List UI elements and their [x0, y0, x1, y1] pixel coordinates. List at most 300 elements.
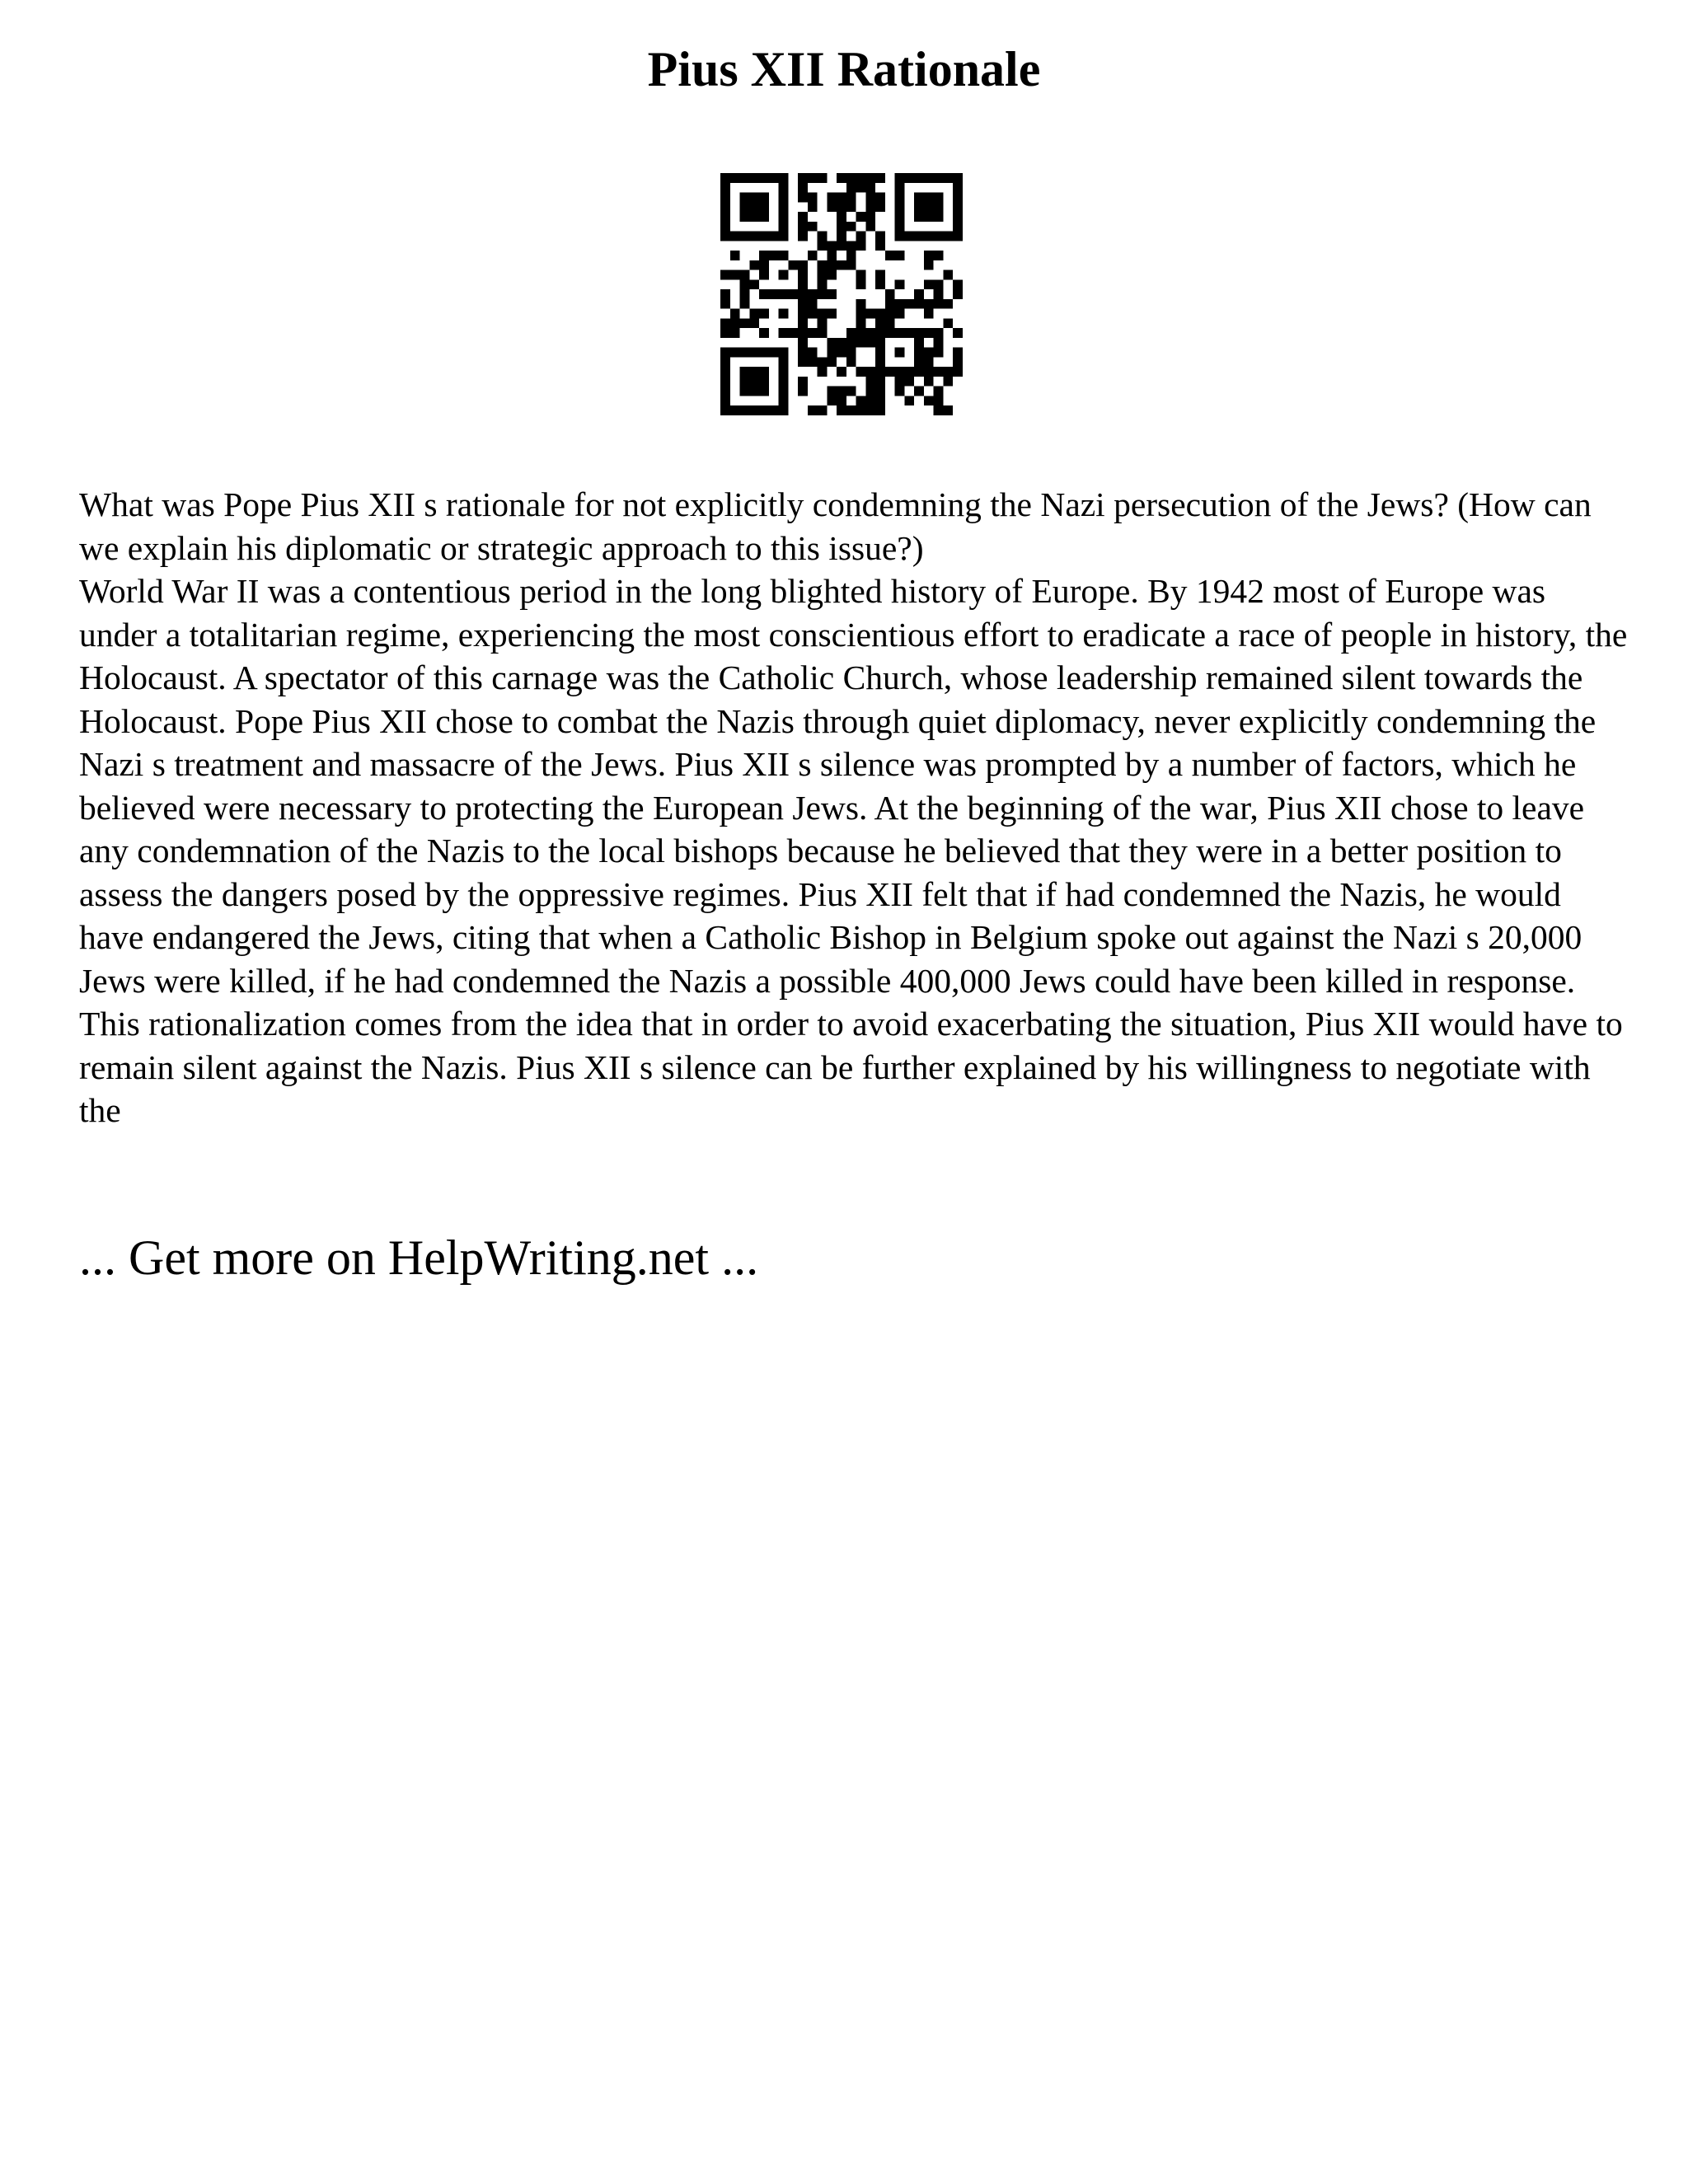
- article-body: [79, 483, 1629, 1132]
- qr-module: [779, 387, 789, 396]
- qr-module: [865, 405, 875, 415]
- qr-module: [798, 270, 808, 280]
- qr-module: [740, 348, 750, 358]
- qr-module: [934, 212, 944, 222]
- qr-module: [788, 289, 798, 299]
- qr-module: [759, 260, 769, 270]
- qr-module: [740, 270, 750, 280]
- qr-module: [943, 173, 953, 183]
- qr-module: [846, 193, 856, 203]
- qr-module: [895, 387, 905, 396]
- qr-module: [827, 202, 837, 212]
- qr-module: [865, 387, 875, 396]
- qr-module: [885, 289, 895, 299]
- qr-module: [895, 183, 905, 193]
- qr-module: [846, 202, 856, 212]
- qr-module: [846, 328, 856, 338]
- qr-module: [885, 251, 895, 260]
- qr-module: [934, 396, 944, 405]
- qr-module: [924, 357, 934, 367]
- qr-module: [740, 318, 750, 328]
- qr-module: [798, 299, 808, 309]
- qr-module: [769, 289, 779, 299]
- qr-module: [837, 338, 846, 348]
- qr-module: [779, 193, 789, 203]
- qr-module: [740, 367, 750, 377]
- qr-module: [759, 328, 769, 338]
- qr-module: [769, 173, 779, 183]
- qr-module: [914, 232, 924, 241]
- qr-module: [914, 348, 924, 358]
- qr-module: [875, 328, 885, 338]
- qr-module: [808, 299, 818, 309]
- qr-module: [759, 377, 769, 387]
- qr-module: [924, 367, 934, 377]
- qr-module: [953, 357, 963, 367]
- qr-module: [865, 367, 875, 377]
- qr-module: [914, 338, 924, 348]
- qr-module: [953, 183, 963, 193]
- qr-module: [749, 232, 759, 241]
- qr-module: [720, 232, 730, 241]
- qr-module: [740, 212, 750, 222]
- qr-module: [720, 377, 730, 387]
- qr-module: [875, 309, 885, 319]
- qr-module: [856, 270, 866, 280]
- qr-module: [914, 289, 924, 299]
- qr-module: [934, 173, 944, 183]
- qr-module: [934, 348, 944, 358]
- qr-module: [934, 279, 944, 289]
- qr-module: [827, 289, 837, 299]
- qr-module: [779, 251, 789, 260]
- qr-module: [827, 357, 837, 367]
- qr-module: [885, 318, 895, 328]
- qr-module: [837, 193, 846, 203]
- qr-module: [740, 387, 750, 396]
- qr-module: [730, 173, 740, 183]
- qr-module: [924, 260, 934, 270]
- qr-module: [798, 309, 808, 319]
- qr-module: [943, 232, 953, 241]
- qr-module: [779, 202, 789, 212]
- qr-module: [818, 367, 828, 377]
- qr-module: [837, 260, 846, 270]
- qr-module: [875, 173, 885, 183]
- qr-module: [875, 202, 885, 212]
- qr-module: [856, 338, 866, 348]
- qr-module: [865, 193, 875, 203]
- qr-module: [895, 348, 905, 358]
- qr-module: [720, 318, 730, 328]
- qr-module: [856, 367, 866, 377]
- qr-module: [875, 357, 885, 367]
- qr-module: [720, 405, 730, 415]
- qr-module: [730, 232, 740, 241]
- qr-module: [749, 260, 759, 270]
- qr-module: [759, 289, 769, 299]
- qr-module: [895, 232, 905, 241]
- qr-module: [953, 212, 963, 222]
- qr-module: [837, 232, 846, 241]
- qr-module: [934, 193, 944, 203]
- qr-module: [818, 260, 828, 270]
- qr-module: [885, 328, 895, 338]
- qr-module: [779, 348, 789, 358]
- qr-module: [730, 348, 740, 358]
- qr-module: [808, 289, 818, 299]
- qr-module: [808, 193, 818, 203]
- qr-module: [934, 338, 944, 348]
- qr-module: [953, 173, 963, 183]
- qr-module: [875, 193, 885, 203]
- qr-module: [865, 173, 875, 183]
- qr-module: [798, 279, 808, 289]
- qr-module: [924, 328, 934, 338]
- qr-module: [818, 318, 828, 328]
- qr-module: [895, 377, 905, 387]
- qr-module: [720, 387, 730, 396]
- qr-module: [818, 270, 828, 280]
- qr-module: [779, 289, 789, 299]
- qr-module: [934, 202, 944, 212]
- get-more-link[interactable]: ... Get more on HelpWriting.net ...: [79, 1230, 759, 1285]
- qr-module: [720, 270, 730, 280]
- qr-module: [808, 202, 818, 212]
- qr-module: [953, 289, 963, 299]
- qr-module: [730, 309, 740, 319]
- qr-module: [769, 232, 779, 241]
- qr-module: [865, 222, 875, 232]
- qr-module: [798, 377, 808, 387]
- qr-module: [779, 183, 789, 193]
- qr-module: [846, 183, 856, 193]
- qr-module: [865, 309, 875, 319]
- qr-module: [720, 222, 730, 232]
- qr-module: [749, 212, 759, 222]
- qr-module: [759, 309, 769, 319]
- qr-module: [846, 222, 856, 232]
- qr-module: [749, 405, 759, 415]
- qr-module: [875, 232, 885, 241]
- qr-module: [779, 357, 789, 367]
- qr-module: [740, 173, 750, 183]
- qr-module: [856, 309, 866, 319]
- qr-module: [875, 405, 885, 415]
- qr-module: [798, 318, 808, 328]
- qr-module: [953, 232, 963, 241]
- qr-module: [846, 241, 856, 251]
- qr-module: [924, 279, 934, 289]
- qr-module: [769, 405, 779, 415]
- qr-module: [798, 348, 808, 358]
- qr-module: [895, 279, 905, 289]
- qr-module: [808, 357, 818, 367]
- qr-module: [779, 328, 789, 338]
- qr-module: [798, 387, 808, 396]
- qr-module: [904, 396, 914, 405]
- qr-module: [818, 357, 828, 367]
- qr-module: [769, 348, 779, 358]
- qr-module: [914, 299, 924, 309]
- qr-module: [865, 212, 875, 222]
- qr-module: [730, 328, 740, 338]
- qr-module: [943, 270, 953, 280]
- qr-module: [924, 232, 934, 241]
- qr-module: [943, 318, 953, 328]
- qr-module: [730, 270, 740, 280]
- qr-module: [837, 396, 846, 405]
- qr-module: [740, 299, 750, 309]
- qr-module: [749, 279, 759, 289]
- qr-module: [865, 338, 875, 348]
- qr-module: [798, 212, 808, 222]
- qr-module: [875, 348, 885, 358]
- qr-module: [720, 183, 730, 193]
- qr-module: [846, 338, 856, 348]
- qr-module: [856, 396, 866, 405]
- qr-module: [934, 232, 944, 241]
- qr-module: [904, 232, 914, 241]
- qr-module: [740, 232, 750, 241]
- qr-module: [895, 202, 905, 212]
- qr-module: [779, 405, 789, 415]
- qr-module: [934, 289, 944, 299]
- qr-module: [895, 212, 905, 222]
- qr-module: [749, 173, 759, 183]
- qr-module: [720, 299, 730, 309]
- qr-module: [808, 328, 818, 338]
- qr-module: [953, 348, 963, 358]
- qr-module: [808, 173, 818, 183]
- qr-module: [943, 377, 953, 387]
- qr-module: [779, 309, 789, 319]
- qr-module: [837, 202, 846, 212]
- qr-module: [798, 193, 808, 203]
- qr-module: [827, 241, 837, 251]
- qr-module: [856, 299, 866, 309]
- qr-module: [837, 405, 846, 415]
- qr-module: [875, 377, 885, 387]
- qr-module: [798, 338, 808, 348]
- qr-module: [720, 289, 730, 299]
- qr-module: [749, 377, 759, 387]
- qr-module: [846, 357, 856, 367]
- qr-module: [720, 202, 730, 212]
- qr-module: [953, 367, 963, 377]
- qr-module: [875, 338, 885, 348]
- qr-module: [943, 367, 953, 377]
- qr-module: [924, 309, 934, 319]
- body-paragraph: World War II was a contentious period in the long blighted history of Europe. By 1942 most of Europe was under a totalitarian regime, experiencing the most conscientious effort to eradicate a race of people in history, the Holocaust. A spectator of this carnage was the Catholic Church, whose leadership remained silent towards the Holocaust. Pope Pius XII chose to combat the Nazis through quiet diplomacy, never explicitly condemning the Nazi s treatment and massacre of the Jews. Pius XII s silence was prompted by a number of factors, which he believed were necessary to protecting the European Jews. At the beginning of the war, Pius XII chose to leave any condemnation of the Nazis to the local bishops because he believed that they were in a better position to assess the dangers posed by the oppressive regimes. Pius XII felt that if had condemned the Nazis, he would have endangered the Jews, citing that when a Catholic Bishop in Belgium spoke out against the Nazi s 20,000 Jews were killed, if he had condemned the Nazis a possible 400,000 Jews could have been killed in response. This rationalization comes from the idea that in order to avoid exacerbating the situation, Pius XII would have to remain silent against the Nazis. Pius XII s silence can be further explained by his willingness to negotiate with the: [79, 572, 1628, 1129]
- qr-module: [856, 212, 866, 222]
- qr-module: [818, 289, 828, 299]
- qr-module: [720, 396, 730, 405]
- qr-module: [808, 222, 818, 232]
- qr-module: [934, 405, 944, 415]
- qr-module: [953, 222, 963, 232]
- qr-module: [798, 173, 808, 183]
- qr-module: [827, 270, 837, 280]
- qr-module: [943, 299, 953, 309]
- qr-module: [740, 405, 750, 415]
- qr-module: [720, 212, 730, 222]
- qr-module: [924, 396, 934, 405]
- qr-module: [895, 367, 905, 377]
- qr-module: [895, 299, 905, 309]
- qr-module: [779, 212, 789, 222]
- qr-module: [865, 328, 875, 338]
- qr-module: [759, 212, 769, 222]
- qr-module: [904, 377, 914, 387]
- qr-module: [885, 299, 895, 309]
- qr-module: [779, 232, 789, 241]
- qr-module: [865, 183, 875, 193]
- qr-module: [924, 193, 934, 203]
- qr-module: [924, 299, 934, 309]
- qr-module: [837, 212, 846, 222]
- qr-module: [720, 193, 730, 203]
- qr-module: [827, 387, 837, 396]
- qr-module: [837, 241, 846, 251]
- qr-module: [856, 183, 866, 193]
- qr-module: [759, 367, 769, 377]
- qr-module: [827, 338, 837, 348]
- qr-module: [720, 328, 730, 338]
- qr-module: [856, 318, 866, 328]
- qr-module: [730, 251, 740, 260]
- qr-module: [846, 387, 856, 396]
- qr-module: [779, 173, 789, 183]
- qr-module: [865, 377, 875, 387]
- qr-module: [924, 212, 934, 222]
- qr-module: [865, 396, 875, 405]
- qr-module: [924, 348, 934, 358]
- qr-module: [798, 183, 808, 193]
- qr-module: [914, 328, 924, 338]
- qr-module: [808, 309, 818, 319]
- qr-module: [837, 348, 846, 358]
- qr-module: [720, 173, 730, 183]
- qr-module: [740, 202, 750, 212]
- qr-module: [904, 367, 914, 377]
- qr-module: [914, 173, 924, 183]
- qr-module: [827, 396, 837, 405]
- qr-module: [759, 202, 769, 212]
- qr-module: [818, 309, 828, 319]
- qr-module: [759, 173, 769, 183]
- qr-module: [865, 202, 875, 212]
- qr-module: [779, 222, 789, 232]
- qr-module: [808, 348, 818, 358]
- qr-module: [837, 173, 846, 183]
- qr-module: [914, 357, 924, 367]
- qr-module: [904, 299, 914, 309]
- qr-module: [856, 232, 866, 241]
- qr-module: [740, 193, 750, 203]
- qr-module: [720, 367, 730, 377]
- qr-module: [759, 405, 769, 415]
- qr-module: [779, 367, 789, 377]
- qr-module: [875, 279, 885, 289]
- qr-module: [827, 348, 837, 358]
- qr-module: [924, 202, 934, 212]
- qr-module: [914, 367, 924, 377]
- qr-module: [856, 241, 866, 251]
- qr-module: [914, 193, 924, 203]
- qr-module: [875, 367, 885, 377]
- qr-module: [895, 328, 905, 338]
- qr-module: [818, 173, 828, 183]
- qr-module: [788, 260, 798, 270]
- qr-module: [837, 387, 846, 396]
- qr-module: [749, 193, 759, 203]
- qr-module: [827, 251, 837, 260]
- qr-module: [730, 405, 740, 415]
- qr-module: [953, 279, 963, 289]
- qr-module: [769, 251, 779, 260]
- qr-module: [798, 289, 808, 299]
- qr-module: [875, 396, 885, 405]
- qr-module: [895, 309, 905, 319]
- qr-module: [856, 405, 866, 415]
- qr-module: [856, 173, 866, 183]
- qr-module: [779, 396, 789, 405]
- qr-module: [924, 251, 934, 260]
- qr-module: [749, 387, 759, 396]
- qr-module: [837, 367, 846, 377]
- qr-module: [895, 193, 905, 203]
- qr-module: [818, 279, 828, 289]
- qr-module: [924, 173, 934, 183]
- qr-module: [759, 251, 769, 260]
- qr-module: [759, 232, 769, 241]
- qr-module: [818, 328, 828, 338]
- qr-module: [730, 318, 740, 328]
- qr-module: [895, 251, 905, 260]
- qr-module: [808, 251, 818, 260]
- qr-module: [798, 232, 808, 241]
- qr-module: [914, 212, 924, 222]
- qr-module: [740, 377, 750, 387]
- qr-module: [953, 328, 963, 338]
- qr-module: [798, 222, 808, 232]
- qr-module: [934, 328, 944, 338]
- qr-module: [846, 173, 856, 183]
- qr-code-icon[interactable]: [720, 173, 963, 415]
- qr-module: [818, 241, 828, 251]
- qr-module: [934, 367, 944, 377]
- qr-module: [934, 299, 944, 309]
- qr-module: [953, 202, 963, 212]
- qr-module: [914, 202, 924, 212]
- qr-module: [827, 309, 837, 319]
- qr-module: [788, 328, 798, 338]
- qr-module: [904, 173, 914, 183]
- qr-module: [953, 193, 963, 203]
- qr-module: [798, 357, 808, 367]
- qr-module: [875, 241, 885, 251]
- qr-module: [779, 377, 789, 387]
- qr-module: [749, 318, 759, 328]
- qr-module: [846, 405, 856, 415]
- qr-module: [749, 309, 759, 319]
- qr-module: [798, 328, 808, 338]
- qr-module: [875, 270, 885, 280]
- qr-module: [759, 348, 769, 358]
- qr-module: [846, 260, 856, 270]
- qr-module: [818, 405, 828, 415]
